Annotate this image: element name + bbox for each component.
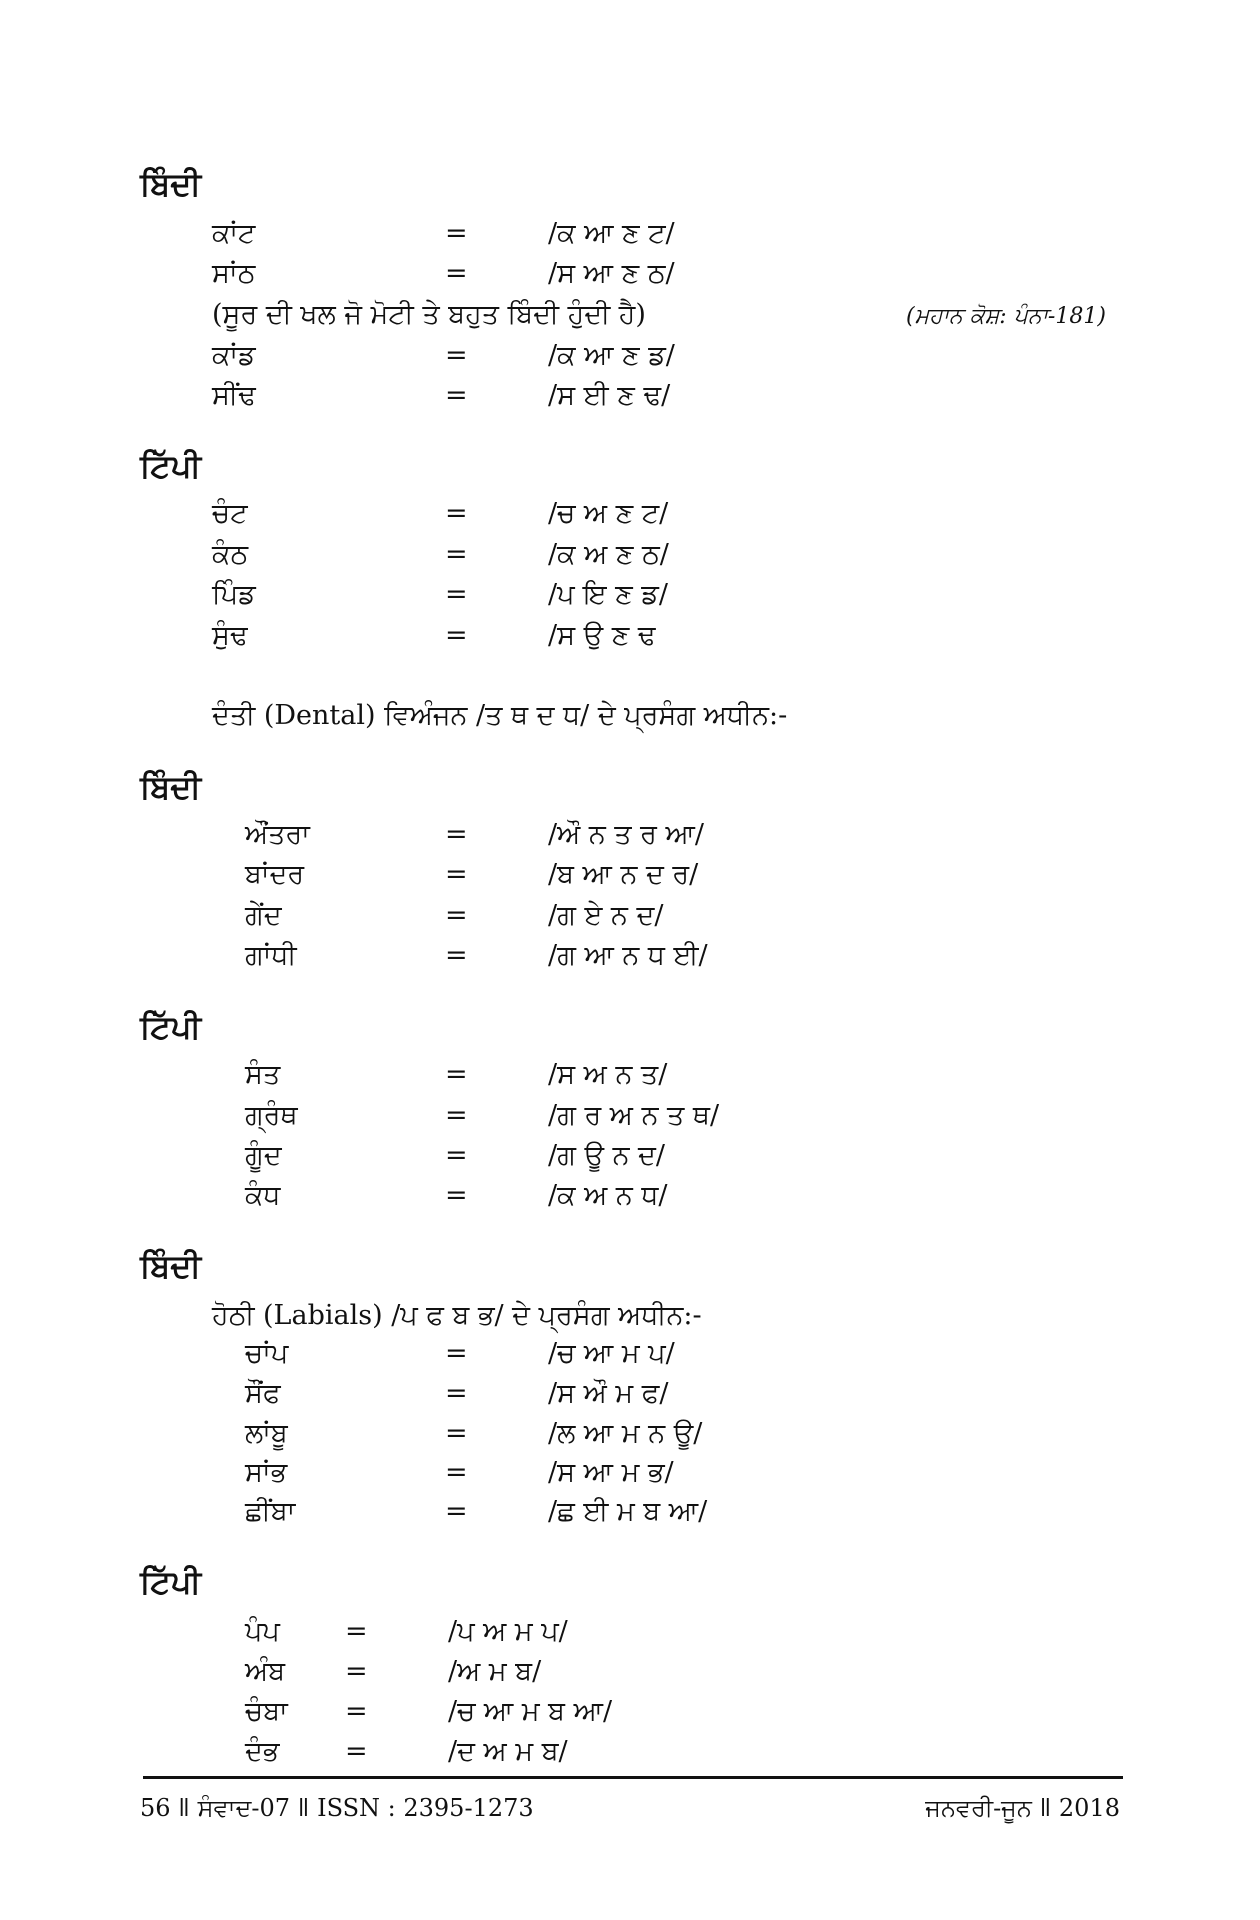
section-heading: ਬਿੰਦੀ (140, 768, 202, 806)
phonetic-transcription: /ਸ ਆ ਮ ਭ/ (548, 1457, 674, 1488)
word: ਪਿੰਡ (212, 579, 256, 610)
equals-sign: = (345, 1616, 368, 1647)
word: ਗਾਂਧੀ (245, 940, 297, 971)
phonetic-transcription: /ਕ ਆ ਣ ਡ/ (548, 340, 675, 371)
equals-sign: = (445, 1180, 468, 1211)
equals-sign: = (445, 620, 468, 651)
word: ਦੰਭ (245, 1736, 280, 1767)
phonetic-transcription: /ਸ ਅ ਨ ਤ/ (548, 1059, 668, 1090)
word: ਕੰਧ (245, 1180, 281, 1211)
phonetic-transcription: /ਪ ਇ ਣ ਡ/ (548, 579, 668, 610)
word: ਬਾਂਦਰ (245, 859, 305, 890)
phonetic-transcription: /ਸ ਆ ਣ ਠ/ (548, 258, 675, 289)
phonetic-transcription: /ਗ ਰ ਅ ਨ ਤ ਥ/ (548, 1100, 720, 1131)
phonetic-transcription: /ਦ ਅ ਮ ਬ/ (448, 1736, 568, 1767)
section-heading: ਟਿੱਪੀ (140, 1008, 202, 1046)
equals-sign: = (445, 498, 468, 529)
word: ਸੰਤ (245, 1059, 281, 1090)
word: ਛੀਂਬਾ (245, 1496, 296, 1527)
phonetic-transcription: /ਕ ਅ ਨ ਧ/ (548, 1180, 668, 1211)
word: ਸੀਂਢ (212, 380, 256, 411)
equals-sign: = (445, 940, 468, 971)
equals-sign: = (445, 1457, 468, 1488)
phonetic-transcription: /ਅ ਮ ਬ/ (448, 1656, 542, 1687)
section-heading: ਬਿੰਦੀ (140, 165, 202, 203)
equals-sign: = (445, 859, 468, 890)
equals-sign: = (445, 1140, 468, 1171)
equals-sign: = (445, 539, 468, 570)
citation: (ਮਹਾਨ ਕੋਸ਼: ਪੰਨਾ-181) (906, 304, 1106, 329)
equals-sign: = (445, 1338, 468, 1369)
word: ਕਾਂਟ (212, 218, 256, 249)
word: ਸਾਂਠ (212, 258, 256, 289)
equals-sign: = (345, 1696, 368, 1727)
phonetic-transcription: /ਬ ਆ ਨ ਦ ਰ/ (548, 859, 699, 890)
phonetic-transcription: /ਸ ਈ ਣ ਢ/ (548, 380, 671, 411)
phonetic-transcription: /ਸ ਉ ਣ ਢ (548, 620, 656, 651)
phonetic-transcription: /ਗ ਊ ਨ ਦ/ (548, 1140, 666, 1171)
equals-sign: = (445, 1418, 468, 1449)
equals-sign: = (445, 1496, 468, 1527)
phonetic-transcription: /ਕ ਆ ਣ ਟ/ (548, 218, 675, 249)
word: ਸਾਂਭ (245, 1457, 288, 1488)
equals-sign: = (445, 218, 468, 249)
equals-sign: = (345, 1656, 368, 1687)
word: ਲਾਂਬੂ (245, 1418, 288, 1449)
phonetic-transcription: /ਲ ਆ ਮ ਨ ਊ/ (548, 1418, 703, 1449)
equals-sign: = (445, 1378, 468, 1409)
equals-sign: = (445, 1059, 468, 1090)
equals-sign: = (445, 900, 468, 931)
word: ਪੰਪ (245, 1616, 280, 1647)
phonetic-transcription: /ਗ ਆ ਨ ਧ ਈ/ (548, 940, 708, 971)
word: ਗੇਂਦ (245, 900, 282, 931)
word: ਅੰਬ (245, 1656, 286, 1687)
word: ਕਾਂਡ (212, 340, 256, 371)
phonetic-transcription: /ਚ ਆ ਮ ਪ/ (548, 1338, 675, 1369)
footer-right: ਜਨਵਰੀ-ਜੂਨ ǁ 2018 (925, 1794, 1120, 1822)
section-heading: ਬਿੰਦੀ (140, 1247, 202, 1285)
phonetic-transcription: /ਚ ਅ ਣ ਟ/ (548, 498, 669, 529)
section-intro: ਹੋਠੀ (Labials) /ਪ ਫ ਬ ਭ/ ਦੇ ਪ੍ਰਸੰਗ ਅਧੀਨ:- (212, 1300, 702, 1331)
phonetic-transcription: /ਗ ਏ ਨ ਦ/ (548, 900, 664, 931)
word: ਚੰਟ (212, 498, 248, 529)
word: ਗੂੰਦ (245, 1140, 282, 1171)
phonetic-transcription: /ਔ ਨ ਤ ਰ ਆ/ (548, 819, 704, 850)
word: ਚਾਂਪ (245, 1338, 289, 1369)
equals-sign: = (445, 380, 468, 411)
equals-sign: = (445, 819, 468, 850)
footer-left: 56 ǁ ਸੰਵਾਦ-07 ǁ ISSN : 2395-1273 (140, 1794, 534, 1822)
word: ਔਂਤਰਾ (245, 819, 310, 850)
equals-sign: = (445, 340, 468, 371)
equals-sign: = (445, 258, 468, 289)
phonetic-transcription: /ਕ ਅ ਣ ਠ/ (548, 539, 669, 570)
word: ਕੰਠ (212, 539, 249, 570)
explanatory-note: (ਸੂਰ ਦੀ ਖਲ ਜੋ ਮੋਟੀ ਤੇ ਬਹੁਤ ਬਿੰਦੀ ਹੁੰਦੀ ਹੈ) (212, 299, 646, 330)
phonetic-transcription: /ਛ ਈ ਮ ਬ ਆ/ (548, 1496, 708, 1527)
word: ਸੁੰਢ (212, 620, 248, 651)
section-intro: ਦੰਤੀ (Dental) ਵਿਅੰਜਨ /ਤ ਥ ਦ ਧ/ ਦੇ ਪ੍ਰਸੰਗ ਅਧੀਨ:- (212, 700, 788, 731)
word: ਸੌਂਫ (245, 1378, 281, 1409)
phonetic-transcription: /ਸ ਔ ਮ ਫ/ (548, 1378, 669, 1409)
equals-sign: = (345, 1736, 368, 1767)
phonetic-transcription: /ਪ ਅ ਮ ਪ/ (448, 1616, 568, 1647)
phonetic-transcription: /ਚ ਆ ਮ ਬ ਆ/ (448, 1696, 613, 1727)
section-heading: ਟਿੱਪੀ (140, 447, 202, 485)
equals-sign: = (445, 1100, 468, 1131)
word: ਚੰਬਾ (245, 1696, 288, 1727)
section-heading: ਟਿੱਪੀ (140, 1563, 202, 1601)
equals-sign: = (445, 579, 468, 610)
word: ਗ੍ਰੰਥ (245, 1100, 298, 1131)
footer-rule (143, 1776, 1123, 1779)
